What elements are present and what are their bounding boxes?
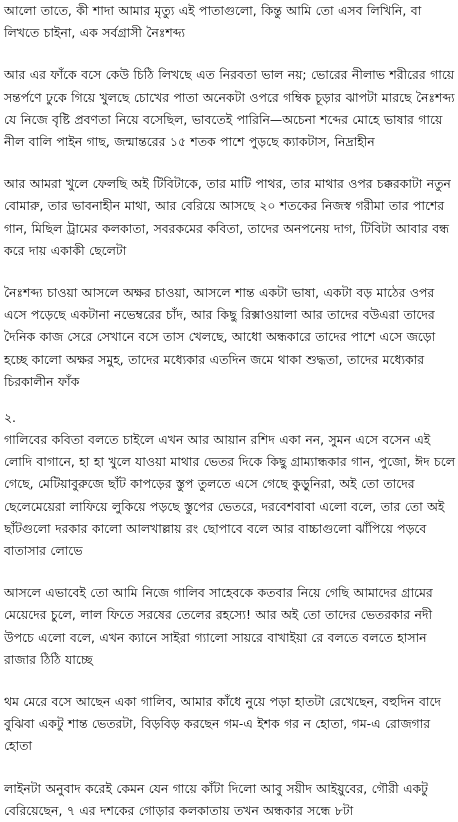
paragraph-1: আলো তাতে, কী শাদা আমার মৃত্যু এই পাতাগুলো, কিন্তু আমি তো এসব লিখিনি, বা লিখতে চাইনা, এক সর্বগ্রাসী নৈঃশব্দ্য [4, 3, 422, 41]
paragraph-2: আর এর ফাঁকে বসে কেউ চিঠি লিখছে এত নিরবতা ভাল নয়; ভোরের নীলাভ শরীরের গায়ে সন্তর্পণে ঢুকে গিয়ে খুলছে চোখের পাতা অনেকটা ওপরে গম্বিক চূড়ার ঝাপটা মারছে নৈঃশব্দ্য যে নিজে বৃষ্টি প্রবণতা নিয়ে বসেছিল, ভাবতেই পারিনি—অচেনা শব্দের মোহে ভাষার গায়ে নীল বালি পাইন গাছ, জন্মান্তরের ১৫ শতক পাশে পুড়ছে ক্যাকটাস, নিদ্রাহীন [4, 67, 455, 150]
paragraph-4: নৈঃশব্দ্য চাওয়া আসলে অক্ষর চাওয়া, আসলে শান্ত একটা ভাষা, একটা বড় মাঠের ওপর এসে পড়েছে একটানা নভেম্বরের চাঁদ, আর কিছু রিক্সাওয়ালা আর তাদের বউএরা তাদের দৈনিক কাজ সেরে সেখানে বসে তাস খেলছে, আধো অন্ধকারে তাদের পাশে এসে জড়ো হচ্ছে কালো অক্ষর সমুহ, তাদের মধ্যেকার এতদিন জমে থাকা শুদ্ধতা, তাদের মধ্যেকার চিরকালীন ফাঁক [4, 285, 436, 389]
paragraph-7: থম মেরে বসে আছেন একা গালিব, আমার কাঁধে নুয়ে পড়া হাতটা রেখেছেন, বহুদিন বাদে বুঝিবা একটু শান্ত ভেতরটা, বিড়বিড় করছেন গম-এ ইশক গর ন হোতা, গম-এ রোজগার হোতা [4, 694, 441, 754]
paragraph-8: লাইনটা অনুবাদ করেই কেমন যেন গায়ে কাঁটা দিলো আবু সয়ীদ আইয়ুবের, গৌরী একটু বেরিয়েছেন, ৭ এর দশকের গোড়ার কলকাতায় তখন অন্ধকার সন্ধে ৮টা [4, 780, 428, 818]
paragraph-3: আর আমরা খুলে ফেলছি অই টিবিটাকে, তার মাটি পাথর, তার মাথার ওপর চক্করকাটা নতুন বোমারু, তার ভাবনাহীন মাথা, আর বেরিয়ে আসছে ২০ শতকের নিজস্ব গরীমা তার পাশের গান, মিছিল ট্রামের কলকাতা, সবরকমের কবিতা, তাদের অনপনেয় দাগ, টিবিটা আবার বন্ধ করে দায় একাকী ছেলেটা [4, 176, 451, 258]
paragraph-6: আসলে এভাবেই তো আমি নিজে গালিব সাহেবকে কতবার নিয়ে গেছি আমাদের গ্রামের মেয়েদের চুলে, লাল ফিতে সরষের তেলের রহস্যে! আর অই তো তাদের ভেতরকার নদী উপচে এলো বলে, এখন ক্যানে সাইরা গ্যালো সায়রে বাখাইয়া রে বলতে বলতে হাসান রাজার ঠিঠি যাচ্ছে [4, 585, 433, 667]
section-number: ২. [4, 410, 16, 426]
paragraph-5: গালিবের কবিতা বলতে চাইলে এখন আর আয়ান রশিদ একা নন, সুমন এসে বসেন এই লোদি বাগানে, হা হা খুলে যাওয়া মাথার ভেতর দিকে কিছু গ্রাম্যান্ধকার গান, পুজো, ঈদ চলে গেছে, মেটিয়াবুরুজে ছাঁট কাপড়ের স্তুপ তুলতে এসে গেছে কুড়ুনিরা, অই তো তাদের ছেলেমেয়েরা লাফিয়ে লুকিয়ে পড়ছে স্তুপের ভেতরে, দরবেশবাবা এলো বলে, তার তো অই ছাঁটগুলো দরকার কালো আলখাল্লায় রং ছোপাবে বলে আর বাচ্চাগুলো ঝাঁপিয়ে পড়বে বাতাসার লোভে [4, 432, 455, 559]
